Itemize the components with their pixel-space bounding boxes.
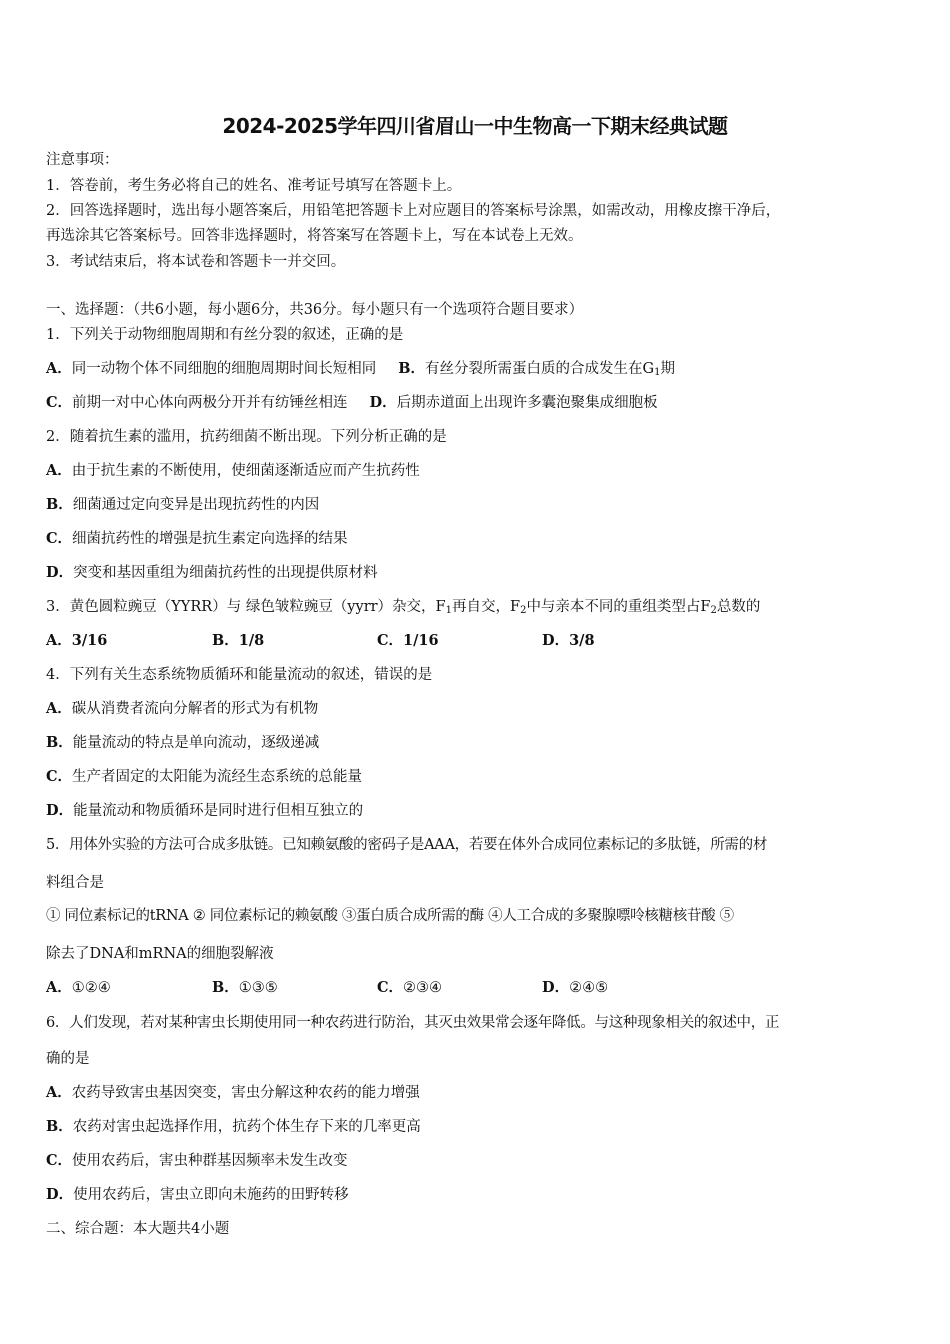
q3-stem-part-2: 再自交，F <box>452 599 521 615</box>
q1-option-a-text: 同一动物个体不同细胞的细胞周期时间长短相同 <box>71 361 377 377</box>
notice-heading: 注意事项： <box>46 152 119 168</box>
q5-option-d-label: D． <box>542 979 570 996</box>
q6-option-b-label: B． <box>46 1118 73 1135</box>
section-1-heading: 一、选择题：（共6小题，每小题6分，共36分。每小题只有一个选项符合题目要求） <box>46 302 584 318</box>
q2-option-b[interactable] <box>46 494 319 516</box>
q6-stem-1: 6．人们发现，若对某种害虫长期使用同一种农药进行防治，其灭虫效果常会逐年降低。与这种现象相关的叙述中，正 <box>46 1015 780 1031</box>
q4-option-d[interactable] <box>46 800 363 822</box>
q4-option-c-text: 生产者固定的太阳能为流经生态系统的总能量 <box>72 769 363 785</box>
q1-options-cd <box>46 392 658 414</box>
q5-option-b-label: B． <box>212 979 239 996</box>
q1-options-ab <box>46 358 675 380</box>
q2-option-b-text: 细菌通过定向变异是出现抗药性的内因 <box>72 497 320 513</box>
section-2-heading: 二、综合题：本大题共4小题 <box>46 1221 230 1237</box>
q4-option-c-label: C． <box>46 768 73 785</box>
notice-item-2-cont: 再选涂其它答案标号。回答非选择题时，将答案写在答题卡上，写在本试卷上无效。 <box>46 228 583 244</box>
notice-item-1: 1．答卷前，考生务必将自己的姓名、准考证号填写在答题卡上。 <box>46 178 462 194</box>
q3-option-b[interactable]: B．1/8 <box>212 632 265 649</box>
q3-option-a[interactable]: A．3/16 <box>46 632 108 649</box>
q4-option-c[interactable] <box>46 766 362 788</box>
q2-option-a[interactable] <box>46 460 420 482</box>
notice-item-2: 2．回答选择题时，选出每小题答案后，用铅笔把答题卡上对应题目的答案标号涂黑，如需改动，用橡皮擦干净后， <box>46 203 781 219</box>
q2-option-d-label: D． <box>46 564 74 581</box>
q4-option-b[interactable] <box>46 732 319 754</box>
q3-sub-3: 2 <box>710 605 717 616</box>
q1-option-b-tail: 期 <box>660 361 675 377</box>
q5-option-c-text: ②③④ <box>403 980 443 996</box>
q5-option-c[interactable] <box>377 977 442 999</box>
q1-stem: 1．下列关于动物细胞周期和有丝分裂的叙述，正确的是 <box>46 327 404 343</box>
q3-stem <box>46 596 760 618</box>
q2-option-d-text: 突变和基因重组为细菌抗药性的出现提供原材料 <box>73 565 378 581</box>
q2-stem: 2．随着抗生素的滥用，抗药细菌不断出现。下列分析正确的是 <box>46 429 447 445</box>
q1-option-c-text: 前期一对中心体向两极分开并有纺锤丝相连 <box>72 395 348 411</box>
q4-option-b-text: 能量流动的特点是单向流动，逐级递减 <box>72 735 320 751</box>
q3-sub-2: 2 <box>520 605 527 616</box>
q4-option-b-label: B． <box>46 734 73 751</box>
q3-sub-1: 1 <box>445 605 452 616</box>
q6-option-a-label: A． <box>46 1084 72 1101</box>
q3-option-c[interactable]: C．1/16 <box>377 632 439 649</box>
q4-option-a-label: A． <box>46 700 72 717</box>
q6-option-c-label: C． <box>46 1152 73 1169</box>
q1-option-d-label[interactable]: D． <box>369 394 397 411</box>
q6-option-b[interactable] <box>46 1116 421 1138</box>
q6-option-a[interactable] <box>46 1082 420 1104</box>
q5-option-b-text: ①③⑤ <box>238 980 278 996</box>
q2-option-c-text: 细菌抗药性的增强是抗生素定向选择的结果 <box>72 531 348 547</box>
q5-option-a-text: ①②④ <box>71 980 111 996</box>
q3-stem-part-1: 3．黄色圆粒豌豆（YYRR）与 绿色皱粒豌豆（yyrr）杂交，F <box>46 599 446 615</box>
q6-option-d-label: D． <box>46 1186 74 1203</box>
q4-option-d-text: 能量流动和物质循环是同时进行但相互独立的 <box>73 803 364 819</box>
q5-option-d-text: ②④⑤ <box>569 980 609 996</box>
q2-option-d[interactable] <box>46 562 378 584</box>
q4-stem: 4．下列有关生态系统物质循环和能量流动的叙述，错误的是 <box>46 667 433 683</box>
q2-option-c-label: C． <box>46 530 73 547</box>
q6-option-b-text: 农药对害虫起选择作用，抗药个体生存下来的几率更高 <box>72 1119 421 1135</box>
q1-option-d-text: 后期赤道面上出现许多囊泡聚集成细胞板 <box>396 395 658 411</box>
q3-option-d[interactable]: D．3/8 <box>542 632 595 649</box>
q2-option-a-text: 由于抗生素的不断使用，使细菌逐渐适应而产生抗药性 <box>71 463 420 479</box>
q2-option-b-label: B． <box>46 496 73 513</box>
q1-option-c-label[interactable]: C． <box>46 394 73 411</box>
q1-option-b-sub: 1 <box>654 367 661 378</box>
q1-option-b-text: 有丝分裂所需蛋白质的合成发生在G <box>425 361 655 377</box>
q1-option-b-label[interactable]: B． <box>398 360 426 377</box>
q1-option-a-label[interactable]: A． <box>46 360 72 377</box>
q6-option-a-text: 农药导致害虫基因突变，害虫分解这种农药的能力增强 <box>71 1085 420 1101</box>
q5-option-d[interactable] <box>542 977 608 999</box>
q5-option-b[interactable] <box>212 977 278 999</box>
q3-stem-part-4: 总数的 <box>716 599 761 615</box>
q6-option-c[interactable] <box>46 1150 348 1172</box>
q6-option-d[interactable] <box>46 1184 349 1206</box>
q6-stem-2: 确的是 <box>46 1051 90 1067</box>
q5-option-a-label: A． <box>46 979 72 996</box>
q5-option-c-label: C． <box>377 979 404 996</box>
q6-option-d-text: 使用农药后，害虫立即向未施药的田野转移 <box>73 1187 349 1203</box>
exam-title: 2024-2025学年四川省眉山一中生物高一下期末经典试题 <box>222 114 728 138</box>
q2-option-a-label: A． <box>46 462 72 479</box>
q3-stem-part-3: 中与亲本不同的重组类型占F <box>526 599 711 615</box>
q2-option-c[interactable] <box>46 528 348 550</box>
q5-stem-1: 5．用体外实验的方法可合成多肽链。已知赖氨酸的密码子是AAA，若要在体外合成同位素标记的多肽链，所需的材 <box>46 837 768 853</box>
q5-stem-2: 料组合是 <box>46 875 104 891</box>
q6-option-c-text: 使用农药后，害虫种群基因频率未发生改变 <box>72 1153 348 1169</box>
q4-option-a-text: 碳从消费者流向分解者的形式为有机物 <box>71 701 319 717</box>
q5-items-1: ① 同位素标记的tRNA ② 同位素标记的赖氨酸 ③蛋白质合成所需的酶 ④人工合成的多聚腺嘌呤核糖核苷酸 ⑤ <box>46 908 734 924</box>
q5-items-2: 除去了DNA和mRNA的细胞裂解液 <box>46 946 274 962</box>
q4-option-d-label: D． <box>46 802 74 819</box>
q4-option-a[interactable] <box>46 698 318 720</box>
q5-option-a[interactable] <box>46 977 111 999</box>
notice-item-3: 3．考试结束后，将本试卷和答题卡一并交回。 <box>46 254 346 270</box>
